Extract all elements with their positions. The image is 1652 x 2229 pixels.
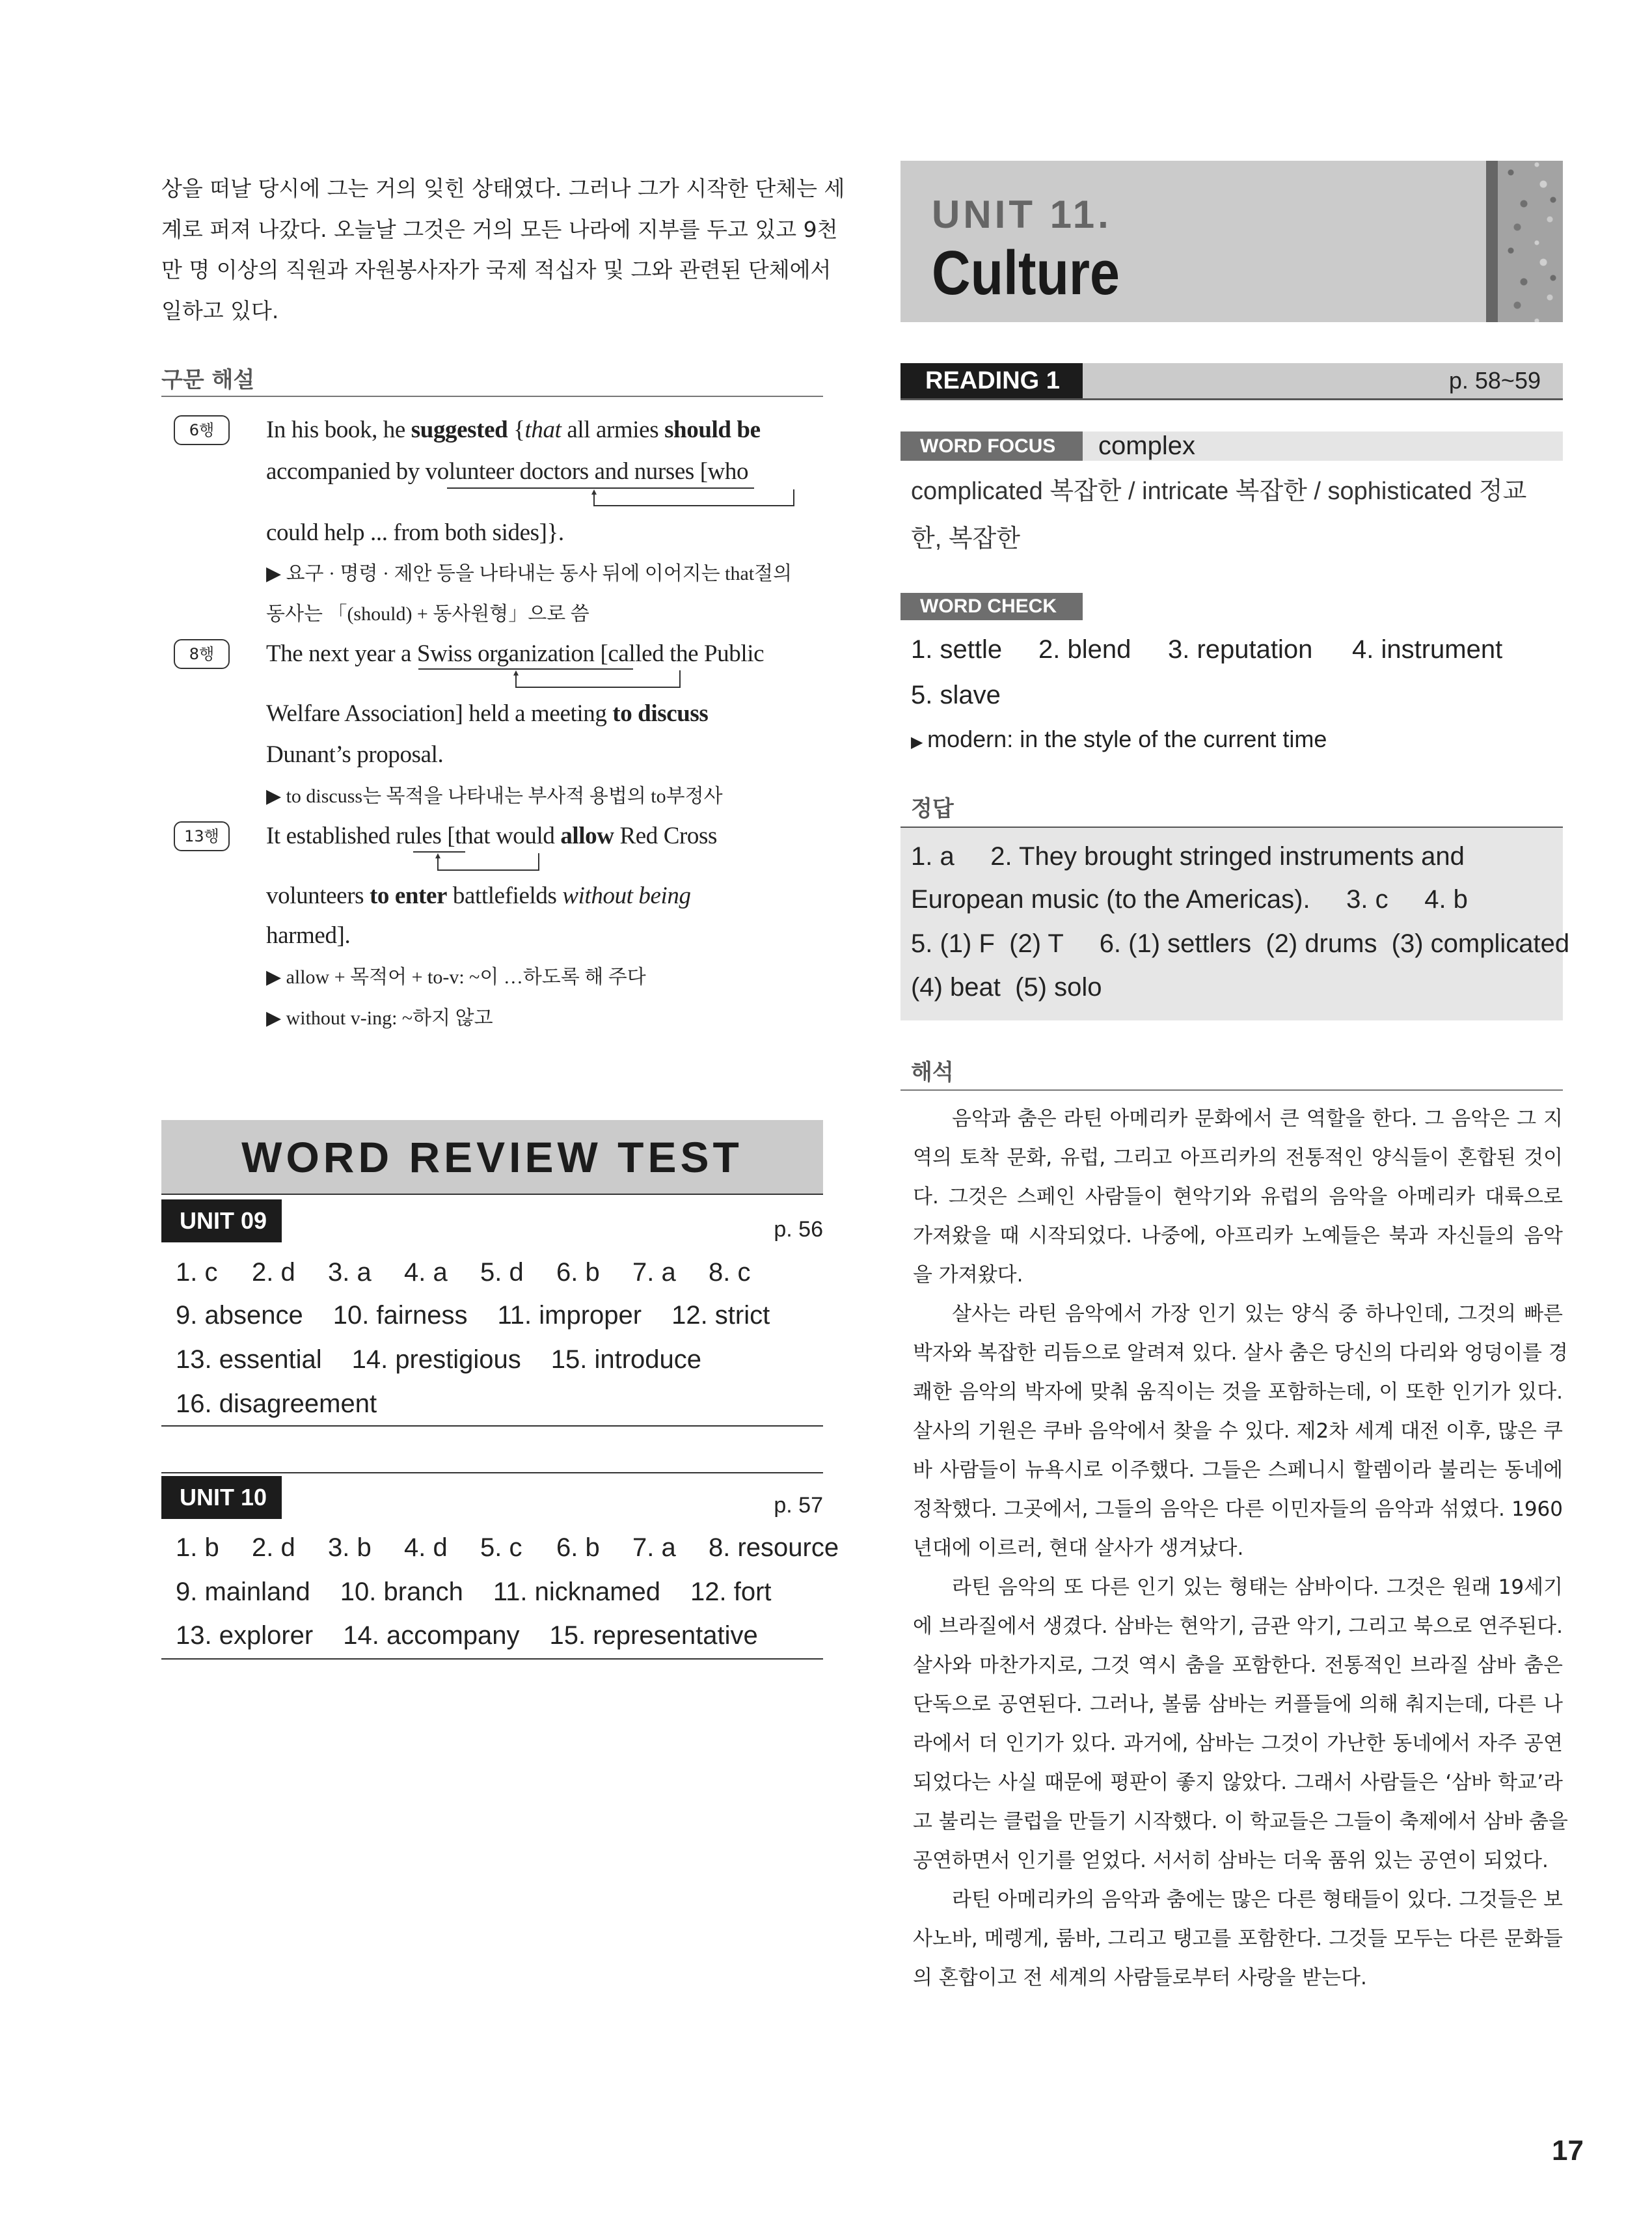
- answer-row: [176, 1339, 731, 1380]
- underlined-phrase: a Swiss organization: [401, 640, 595, 667]
- answer-item: 10. branch: [340, 1578, 463, 1606]
- grammar-note: 동사는 「(should) + 동사원형」으로 씀: [266, 603, 589, 625]
- text-segment: {: [508, 417, 525, 443]
- answer-row: [176, 1571, 802, 1613]
- answer-row: [176, 1615, 788, 1656]
- reading-bar: [900, 363, 1563, 400]
- line-number-badge: 8행: [174, 639, 230, 669]
- text-segment: harmed].: [266, 922, 351, 949]
- translation-line: 라틴 음악의 또 다른 인기 있는 형태는 삼바이다. 그것은 원래 19세기: [952, 1576, 1563, 1599]
- unit-page-ref: p. 57: [774, 1493, 823, 1518]
- answer-item: 13. essential: [176, 1345, 322, 1374]
- answer-item: 5. d: [480, 1258, 524, 1287]
- translation-line: 음악과 춤은 라틴 아메리카 문화에서 큰 역할을 한다. 그 음악은 그 지: [952, 1107, 1563, 1130]
- answer-row: [176, 1527, 839, 1568]
- translation-line: 바 사람들이 뉴욕시로 이주했다. 그들은 스페니시 할렘이라 불리는 동네에: [913, 1458, 1563, 1482]
- divider: [900, 1089, 1563, 1091]
- translation-line: 라틴 아메리카의 음악과 춤에는 많은 다른 형태들이 있다. 그것들은 보: [952, 1888, 1563, 1911]
- answer-row: [176, 1251, 785, 1293]
- answer-item: 9. mainland: [176, 1578, 310, 1606]
- word-focus-word: complex: [1098, 431, 1195, 460]
- answer-item: 15. introduce: [550, 1345, 702, 1374]
- text-segment: The next year: [266, 640, 401, 667]
- answer-item: 12. strict: [671, 1301, 770, 1330]
- intro-line: 계로 퍼져 나갔다. 오늘날 그것은 거의 모든 나라에 지부를 두고 있고 9천: [161, 217, 838, 242]
- unit-label: UNIT 10: [161, 1476, 282, 1519]
- gloss-sentence-line: [266, 877, 832, 916]
- word-check-note-text: modern: in the style of the current time: [927, 726, 1327, 752]
- translation-line: 가져왔을 때 시작되었다. 나중에, 아프리카 노예들은 북과 자신들의 음악: [913, 1224, 1563, 1248]
- translation-line: 라에서 더 인기가 있다. 과거에, 삼바는 그것이 가난한 동네에서 자주 공연: [913, 1732, 1563, 1755]
- grammar-note: ▶ without v-ing: ~하지 않고: [266, 1007, 493, 1029]
- divider: [161, 1472, 823, 1473]
- answers-line: (4) beat (5) solo: [911, 973, 1102, 1002]
- grammar-note: ▶ allow + 목적어 + to-v: ~이 …하도록 해 주다: [266, 966, 646, 988]
- gloss-sentence-line: [266, 817, 832, 856]
- answer-item: 1. b: [176, 1533, 219, 1562]
- text-segment: Dunant’s proposal.: [266, 741, 444, 768]
- answers-line: 1. a 2. They brought stringed instruments and: [911, 842, 1465, 871]
- underlined-phrase: volunteer doctors and nurses: [425, 458, 694, 485]
- divider: [161, 1425, 823, 1427]
- translation-line: 고 불리는 클럽을 만들기 시작했다. 이 학교들은 그들이 축제에서 삼바 춤을: [913, 1810, 1568, 1833]
- gloss-sentence-line: [266, 411, 832, 450]
- bold-phrase: should be: [664, 417, 761, 443]
- underlined-phrase: rules: [396, 823, 442, 849]
- line-number-badge: 6행: [174, 415, 230, 445]
- unit-header: [900, 161, 1563, 322]
- answer-item: 3. b: [328, 1533, 372, 1562]
- intro-line: 만 명 이상의 직원과 자원봉사자가 국제 적십자 및 그와 관련된 단체에서: [161, 257, 832, 282]
- answer-item: 3. a: [328, 1258, 372, 1287]
- text-segment: accompanied by: [266, 458, 426, 485]
- gloss-sentence-line: [266, 916, 832, 955]
- bold-phrase: allow: [560, 823, 614, 849]
- bold-phrase: to discuss: [612, 700, 709, 727]
- answer-item: 8. resource: [709, 1533, 839, 1562]
- translation-line: 에 브라질에서 생겼다. 삼바는 현악기, 금관 악기, 그리고 북으로 연주된다.: [913, 1615, 1563, 1638]
- answer-item: 7. a: [632, 1258, 676, 1287]
- text-segment: all armies: [561, 417, 665, 443]
- answer-item: 6. b: [556, 1533, 600, 1562]
- text-segment: [that would: [441, 823, 561, 849]
- text-segment: volunteers: [266, 882, 370, 909]
- answer-item: 1. c: [176, 1258, 218, 1287]
- word-review-test-title: WORD REVIEW TEST: [241, 1132, 743, 1181]
- gloss-sentence-line: [266, 694, 832, 733]
- decorative-bar: [1486, 161, 1498, 322]
- translation-line: 사노바, 메렝게, 룸바, 그리고 탱고를 포함한다. 그것들 모두는 다른 문화들: [913, 1927, 1563, 1950]
- word-check-note: [911, 720, 1327, 762]
- word-focus-definition: complicated 복잡한 / intricate 복잡한 / sophisticated 정교: [911, 478, 1527, 505]
- answer-item: 2. d: [252, 1533, 295, 1562]
- translation-line: 박자와 복잡한 리듬으로 알려져 있다. 살사 춤은 당신의 다리와 엉덩이를 경: [913, 1341, 1568, 1365]
- line-number-badge: 13행: [174, 821, 230, 851]
- reading-label: READING 1: [900, 363, 1083, 398]
- divider: [161, 1658, 823, 1660]
- answer-item: 11. improper: [497, 1301, 642, 1330]
- bold-phrase: suggested: [411, 417, 508, 443]
- answer-item: 8. c: [709, 1258, 751, 1287]
- answer-item: 4. d: [404, 1533, 448, 1562]
- gloss-sentence-line: [266, 452, 832, 491]
- answer-item: 9. absence: [176, 1301, 303, 1330]
- answer-item: 14. accompany: [343, 1621, 520, 1650]
- translation-line: 공연하면서 인기를 얻었다. 서서히 삼바는 더욱 품위 있는 공연이 되었다.: [913, 1849, 1549, 1872]
- word-check-item: 3. reputation: [1168, 635, 1313, 664]
- text-segment: could help ... from both sides]}.: [266, 519, 564, 546]
- text-segment: Red Cross: [614, 823, 717, 849]
- page-number: 17: [1552, 2135, 1584, 2167]
- unit-label: UNIT 09: [161, 1199, 282, 1242]
- answers-line: European music (to the Americas). 3. c 4. b: [911, 885, 1468, 914]
- answer-item: 11. nicknamed: [493, 1578, 661, 1606]
- answer-item: 15. representative: [549, 1621, 758, 1650]
- connector-line: [594, 489, 794, 506]
- italic-phrase: that: [524, 417, 562, 443]
- answer-item: 10. fairness: [332, 1301, 468, 1330]
- answer-item: 13. explorer: [176, 1621, 314, 1650]
- intro-line: 상을 떠날 당시에 그는 거의 잊힌 상태였다. 그러나 그가 시작한 단체는 세: [161, 176, 845, 201]
- translation-line: 살사와 마찬가지로, 그것 역시 춤을 포함한다. 전통적인 브라질 삼바 춤은: [913, 1654, 1563, 1677]
- text-segment: In his book, he: [266, 417, 411, 443]
- translation-line: 역의 토착 문화, 유럽, 그리고 아프리카의 전통적인 양식들이 혼합된 것이: [913, 1146, 1563, 1169]
- grammar-note: ▶ 요구 · 명령 · 제안 등을 나타내는 동사 뒤에 이어지는 that절의: [266, 563, 792, 584]
- gloss-sentence-line: [266, 735, 832, 774]
- word-check-item: 5. slave: [911, 681, 1001, 709]
- word-check-item: 4. instrument: [1352, 635, 1503, 664]
- intro-line: 일하고 있다.: [161, 298, 279, 323]
- answer-item: 5. c: [480, 1533, 522, 1562]
- translation-line: 정착했다. 그곳에서, 그들의 음악은 다른 이민자들의 음악과 섞였다. 1960: [913, 1497, 1563, 1521]
- text-segment: [who: [694, 458, 749, 485]
- triangle-bullet-icon: ▶: [911, 733, 928, 751]
- word-check-item: 2. blend: [1038, 635, 1131, 664]
- answers-line: 5. (1) F (2) T 6. (1) settlers (2) drums (3) complicated: [911, 929, 1570, 958]
- answer-item: 2. d: [252, 1258, 295, 1287]
- answer-row: [176, 1383, 407, 1425]
- unit-title: Culture: [932, 238, 1120, 308]
- answer-item: 7. a: [632, 1533, 676, 1562]
- gloss-heading: 구문 해설: [161, 367, 255, 393]
- answer-item: 4. a: [404, 1258, 448, 1287]
- word-focus-label: WORD FOCUS: [900, 431, 1083, 461]
- translation-line: 쾌한 음악의 박자에 맞춰 움직이는 것을 포함하는데, 이 또한 인기가 있다.: [913, 1380, 1563, 1404]
- grammar-note: ▶ to discuss는 목적을 나타내는 부사적 용법의 to부정사: [266, 786, 723, 807]
- word-focus-definition: 한, 복잡한: [911, 525, 1020, 553]
- answer-item: 6. b: [556, 1258, 600, 1287]
- word-check-item: 1. settle: [911, 635, 1003, 664]
- bold-phrase: to enter: [369, 882, 448, 909]
- text-segment: Welfare Association] held a meeting: [266, 700, 613, 727]
- translation-heading: 해석: [911, 1060, 954, 1086]
- italic-phrase: without being: [562, 882, 691, 909]
- gloss-sentence-line: [266, 513, 832, 553]
- word-check-label: WORD CHECK: [900, 593, 1083, 620]
- unit-number: UNIT 11.: [932, 193, 1112, 236]
- unit-page-ref: p. 56: [774, 1217, 823, 1242]
- text-segment: [called the Public: [594, 640, 765, 667]
- gloss-sentence-line: [266, 635, 832, 674]
- word-review-test-header: [161, 1120, 823, 1195]
- translation-line: 년대에 이르러, 현대 살사가 생겨났다.: [913, 1537, 1244, 1560]
- translation-line: 살사의 기원은 쿠바 음악에서 찾을 수 있다. 제2차 세계 대전 이후, 많은 쿠: [913, 1419, 1563, 1443]
- answers-heading: 정답: [911, 796, 954, 822]
- translation-line: 의 혼합이고 전 세계의 사람들로부터 사랑을 받는다.: [913, 1966, 1367, 1990]
- text-segment: battlefields: [447, 882, 563, 909]
- translation-line: 되었다는 사실 때문에 평판이 좋지 않았다. 그래서 사람들은 ‘삼바 학교’라: [913, 1771, 1563, 1794]
- text-segment: It established: [266, 823, 396, 849]
- translation-line: 단독으로 공연된다. 그러나, 볼룸 삼바는 커플들에 의해 춰지는데, 다른 나: [913, 1693, 1563, 1716]
- answer-item: 16. disagreement: [176, 1389, 377, 1418]
- terrazzo-pattern: [1498, 161, 1563, 322]
- answer-row: [176, 1294, 800, 1336]
- reading-pages: p. 58~59: [1448, 367, 1541, 394]
- answer-item: 12. fort: [690, 1578, 772, 1606]
- answer-item: 14. prestigious: [351, 1345, 521, 1374]
- translation-line: 살사는 라틴 음악에서 가장 인기 있는 양식 중 하나인데, 그것의 빠른: [952, 1302, 1563, 1326]
- translation-line: 다. 그것은 스페인 사람들이 현악기와 유럽의 음악을 아메리카 대륙으로: [913, 1185, 1563, 1209]
- translation-line: 을 가져왔다.: [913, 1263, 1023, 1287]
